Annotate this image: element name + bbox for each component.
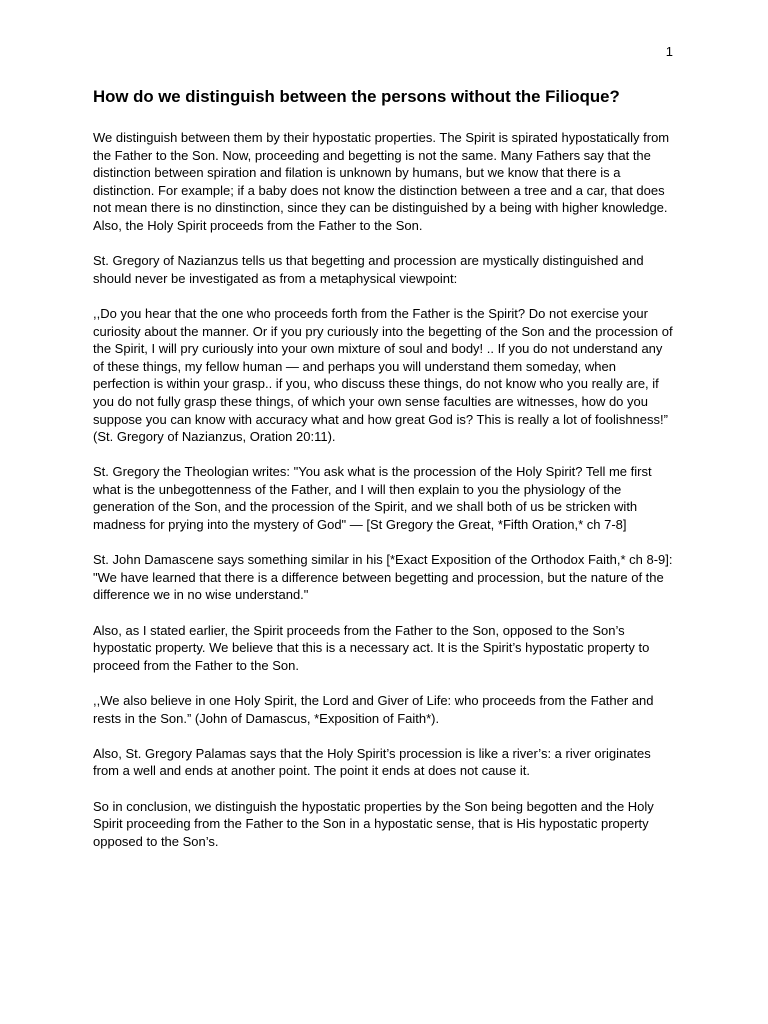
paragraph: ,,We also believe in one Holy Spirit, the Lord and Giver of Life: who proceeds from the Father and rests in the Son.” (John of Damascus, *Exposition of Faith*). [93, 693, 654, 726]
paragraph: We distinguish between them by their hypostatic properties. The Spirit is spirated hypostatically from the Father to the Son. Now, proceeding and begetting is not the same. Many Fathers say that the distinction between spiration and filation is unknown by humans, but we know that there is a distinction. For example; if a baby does not know the distinction between a tree and a car, that does not mean there is no dinstinction, since they can be distinguished by a being with higher knowledge. Also, the Holy Spirit proceeds from the Father to the Son. [93, 130, 670, 233]
paragraph: St. Gregory of Nazianzus tells us that begetting and procession are mystically distinguished and should never be investigated as from a metaphysical viewpoint: [93, 253, 644, 286]
paragraph: Also, as I stated earlier, the Spirit proceeds from the Father to the Son, opposed to the Son’s hypostatic property. We believe that this is a necessary act. It is the Spirit’s hypostatic property to proceed from the Father to the Son. [93, 622, 650, 673]
paragraph: St. Gregory the Theologian writes: "You ask what is the procession of the Holy Spirit? Tell me first what is the unbegottenness of the Father, and I will then explain to you the physiology of the generation of the Son, and the procession of the Spirit, and we shall both of us be stricken with madness for prying into the mystery of God" — [St Gregory the Great, *Fifth Oration,* ch 7-8] [93, 464, 652, 533]
paragraph: ,,Do you hear that the one who proceeds forth from the Father is the Spirit? Do not exercise your curiosity about the manner. Or if you pry curiously into the begetting of the Son and the procession of the Spirit, I will pry curiously into your own mixture of soul and body! .. If you do not understand any of these things, my fellow human — and perhaps you will understand them someday, when perfection is within your grasp.. if you, who discuss these things, do not know who you really are, if you do not fully grasp these things, of which your own sense faculties are witnesses, how do you suppose you can know with accuracy what and how great God is? This is really a lot of foolishness!” (St. Gregory of Nazianzus, Oration 20:11). [93, 305, 673, 445]
paragraph: St. John Damascene says something similar in his [*Exact Exposition of the Orthodox Faith,* ch 8-9]: "We have learned that there is a difference between begetting and procession, but the nature of the difference we in no wise understand." [93, 552, 673, 603]
paragraph: So in conclusion, we distinguish the hypostatic properties by the Son being begotten and the Holy Spirit proceeding from the Father to the Son in a hypostatic sense, that is His hypostatic property opposed to the Son’s. [93, 798, 654, 849]
document-title: How do we distinguish between the persons without the Filioque? [93, 87, 620, 106]
paragraph: Also, St. Gregory Palamas says that the Holy Spirit’s procession is like a river’s: a river originates from a well and ends at another point. The point it ends at does not cause it. [93, 745, 651, 779]
page-number: 1 [665, 44, 673, 59]
document-body [93, 86, 675, 868]
